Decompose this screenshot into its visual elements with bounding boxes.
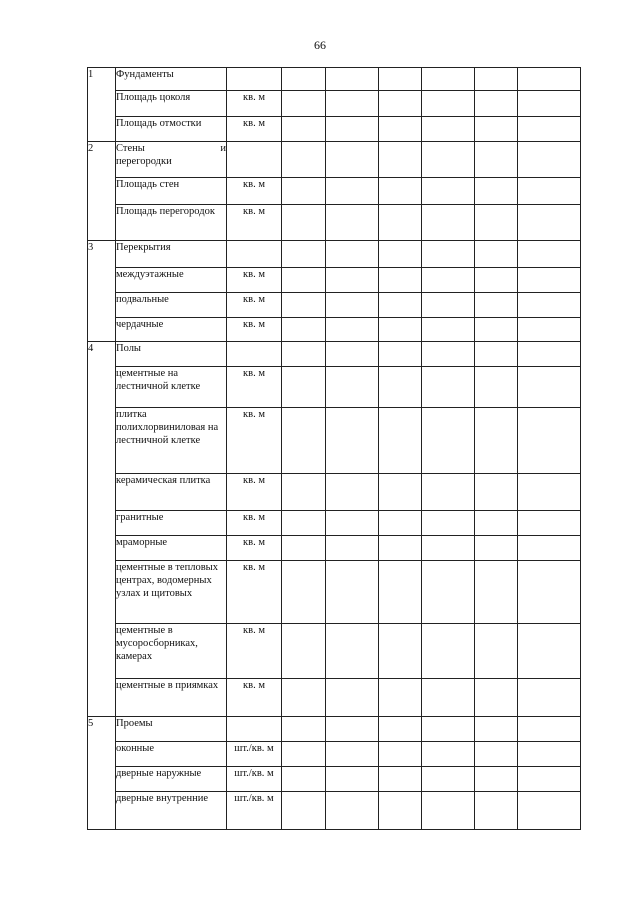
empty-cell: [475, 742, 518, 767]
item-name: чердачные: [116, 318, 227, 342]
empty-cell: [475, 318, 518, 342]
item-unit: кв. м: [227, 178, 282, 205]
section-row-3: [88, 241, 581, 268]
empty-cell: [326, 178, 379, 205]
title-word: Стены: [116, 143, 145, 154]
empty-cell: [282, 205, 326, 241]
empty-cell: [422, 205, 475, 241]
empty-cell: [282, 367, 326, 408]
empty-cell: [475, 142, 518, 178]
item-row: [88, 792, 581, 830]
empty-cell: [518, 536, 581, 561]
unit-cell: [227, 142, 282, 178]
empty-cell: [379, 408, 422, 474]
item-row: [88, 268, 581, 293]
empty-cell: [518, 767, 581, 792]
empty-cell: [282, 511, 326, 536]
item-unit: кв. м: [227, 205, 282, 241]
empty-cell: [282, 474, 326, 511]
empty-cell: [379, 293, 422, 318]
item-row: [88, 742, 581, 767]
unit-cell: [227, 717, 282, 742]
empty-cell: [475, 268, 518, 293]
empty-cell: [326, 474, 379, 511]
empty-cell: [326, 511, 379, 536]
section-number: 1: [88, 68, 116, 142]
empty-cell: [379, 342, 422, 367]
item-unit: кв. м: [227, 117, 282, 142]
item-row: [88, 561, 581, 624]
empty-cell: [379, 68, 422, 91]
empty-cell: [475, 561, 518, 624]
unit-cell: [227, 241, 282, 268]
section-title: Фундаменты: [116, 68, 227, 91]
empty-cell: [379, 767, 422, 792]
empty-cell: [282, 318, 326, 342]
empty-cell: [518, 511, 581, 536]
empty-cell: [475, 792, 518, 830]
empty-cell: [422, 536, 475, 561]
empty-cell: [379, 117, 422, 142]
empty-cell: [518, 474, 581, 511]
empty-cell: [518, 178, 581, 205]
item-row: [88, 367, 581, 408]
empty-cell: [422, 561, 475, 624]
item-name: дверные наружные: [116, 767, 227, 792]
empty-cell: [422, 511, 475, 536]
empty-cell: [475, 679, 518, 717]
item-name: подвальные: [116, 293, 227, 318]
empty-cell: [379, 792, 422, 830]
empty-cell: [326, 742, 379, 767]
empty-cell: [518, 561, 581, 624]
item-unit: шт./кв. м: [227, 767, 282, 792]
empty-cell: [282, 117, 326, 142]
item-unit: кв. м: [227, 293, 282, 318]
empty-cell: [475, 68, 518, 91]
item-unit: кв. м: [227, 679, 282, 717]
empty-cell: [475, 624, 518, 679]
empty-cell: [379, 742, 422, 767]
empty-cell: [422, 318, 475, 342]
section-row-2: [88, 142, 581, 178]
empty-cell: [422, 117, 475, 142]
empty-cell: [518, 717, 581, 742]
item-unit: кв. м: [227, 536, 282, 561]
item-row: [88, 91, 581, 117]
empty-cell: [422, 91, 475, 117]
empty-cell: [518, 205, 581, 241]
empty-cell: [379, 205, 422, 241]
item-name: междуэтажные: [116, 268, 227, 293]
section-number: 3: [88, 241, 116, 342]
empty-cell: [282, 717, 326, 742]
empty-cell: [379, 367, 422, 408]
item-row: [88, 408, 581, 474]
item-unit: кв. м: [227, 511, 282, 536]
empty-cell: [326, 367, 379, 408]
empty-cell: [379, 91, 422, 117]
empty-cell: [282, 408, 326, 474]
item-name: цементные в приямках: [116, 679, 227, 717]
empty-cell: [379, 241, 422, 268]
empty-cell: [282, 142, 326, 178]
section-title: [116, 142, 227, 178]
item-row: [88, 205, 581, 241]
empty-cell: [326, 561, 379, 624]
empty-cell: [475, 117, 518, 142]
item-row: [88, 511, 581, 536]
empty-cell: [422, 342, 475, 367]
item-name: цементные в мусоросборниках, камерах: [116, 624, 227, 679]
section-row-5: [88, 717, 581, 742]
empty-cell: [518, 142, 581, 178]
item-name: оконные: [116, 742, 227, 767]
empty-cell: [475, 178, 518, 205]
building-elements-table: [87, 67, 581, 830]
empty-cell: [518, 241, 581, 268]
item-name: мраморные: [116, 536, 227, 561]
empty-cell: [282, 91, 326, 117]
empty-cell: [422, 142, 475, 178]
item-name: плитка полихлорвиниловая на лестничной клетке: [116, 408, 227, 474]
empty-cell: [422, 624, 475, 679]
item-name: цементные в тепловых центрах, водомерных узлах и щитовых: [116, 561, 227, 624]
empty-cell: [326, 679, 379, 717]
item-unit: кв. м: [227, 474, 282, 511]
item-row: [88, 474, 581, 511]
empty-cell: [475, 342, 518, 367]
item-unit: кв. м: [227, 91, 282, 117]
unit-cell: [227, 342, 282, 367]
section-row-1: [88, 68, 581, 91]
empty-cell: [326, 624, 379, 679]
empty-cell: [518, 117, 581, 142]
empty-cell: [422, 408, 475, 474]
empty-cell: [518, 68, 581, 91]
empty-cell: [422, 742, 475, 767]
empty-cell: [518, 318, 581, 342]
empty-cell: [518, 792, 581, 830]
item-unit: шт./кв. м: [227, 742, 282, 767]
empty-cell: [326, 205, 379, 241]
empty-cell: [422, 293, 475, 318]
item-unit: кв. м: [227, 318, 282, 342]
empty-cell: [326, 117, 379, 142]
item-unit: кв. м: [227, 268, 282, 293]
empty-cell: [475, 205, 518, 241]
item-row: [88, 318, 581, 342]
item-unit: кв. м: [227, 367, 282, 408]
empty-cell: [379, 717, 422, 742]
item-unit: кв. м: [227, 408, 282, 474]
item-name: гранитные: [116, 511, 227, 536]
empty-cell: [475, 293, 518, 318]
empty-cell: [422, 367, 475, 408]
empty-cell: [326, 91, 379, 117]
item-unit: шт./кв. м: [227, 792, 282, 830]
empty-cell: [518, 408, 581, 474]
item-name: Площадь стен: [116, 178, 227, 205]
page-number: 66: [314, 38, 326, 52]
empty-cell: [282, 536, 326, 561]
empty-cell: [326, 293, 379, 318]
empty-cell: [422, 717, 475, 742]
empty-cell: [282, 68, 326, 91]
section-number: 5: [88, 717, 116, 830]
empty-cell: [422, 679, 475, 717]
empty-cell: [475, 511, 518, 536]
item-row: [88, 679, 581, 717]
empty-cell: [475, 367, 518, 408]
empty-cell: [475, 474, 518, 511]
empty-cell: [422, 68, 475, 91]
empty-cell: [518, 367, 581, 408]
empty-cell: [282, 679, 326, 717]
item-row: [88, 767, 581, 792]
empty-cell: [326, 268, 379, 293]
empty-cell: [475, 717, 518, 742]
item-name: Площадь цоколя: [116, 91, 227, 117]
title-word: и: [220, 143, 226, 154]
empty-cell: [379, 511, 422, 536]
empty-cell: [422, 474, 475, 511]
empty-cell: [282, 342, 326, 367]
section-number: 2: [88, 142, 116, 241]
empty-cell: [422, 178, 475, 205]
empty-cell: [282, 624, 326, 679]
empty-cell: [326, 318, 379, 342]
empty-cell: [326, 342, 379, 367]
empty-cell: [518, 293, 581, 318]
empty-cell: [518, 742, 581, 767]
empty-cell: [282, 293, 326, 318]
section-title: Полы: [116, 342, 227, 367]
item-unit: кв. м: [227, 561, 282, 624]
empty-cell: [422, 792, 475, 830]
empty-cell: [326, 792, 379, 830]
empty-cell: [379, 178, 422, 205]
empty-cell: [326, 68, 379, 91]
empty-cell: [379, 318, 422, 342]
empty-cell: [422, 767, 475, 792]
empty-cell: [379, 474, 422, 511]
empty-cell: [282, 178, 326, 205]
empty-cell: [326, 536, 379, 561]
section-title: Проемы: [116, 717, 227, 742]
empty-cell: [379, 142, 422, 178]
unit-cell: [227, 68, 282, 91]
title-line: перегородки: [116, 156, 172, 167]
section-title: Перекрытия: [116, 241, 227, 268]
empty-cell: [475, 241, 518, 268]
item-row: [88, 624, 581, 679]
empty-cell: [282, 561, 326, 624]
item-name: Площадь отмостки: [116, 117, 227, 142]
item-name: дверные внутренние: [116, 792, 227, 830]
section-number: 4: [88, 342, 116, 717]
empty-cell: [518, 342, 581, 367]
empty-cell: [379, 624, 422, 679]
empty-cell: [475, 408, 518, 474]
empty-cell: [422, 268, 475, 293]
item-row: [88, 178, 581, 205]
empty-cell: [326, 241, 379, 268]
item-row: [88, 117, 581, 142]
empty-cell: [518, 268, 581, 293]
empty-cell: [326, 767, 379, 792]
section-row-4: [88, 342, 581, 367]
empty-cell: [475, 91, 518, 117]
empty-cell: [475, 536, 518, 561]
item-name: Площадь перегородок: [116, 205, 227, 241]
empty-cell: [282, 742, 326, 767]
empty-cell: [422, 241, 475, 268]
empty-cell: [518, 624, 581, 679]
item-row: [88, 536, 581, 561]
empty-cell: [379, 268, 422, 293]
empty-cell: [282, 792, 326, 830]
empty-cell: [326, 142, 379, 178]
empty-cell: [475, 767, 518, 792]
empty-cell: [326, 717, 379, 742]
empty-cell: [379, 561, 422, 624]
empty-cell: [282, 241, 326, 268]
empty-cell: [518, 91, 581, 117]
empty-cell: [379, 679, 422, 717]
item-name: керамическая плитка: [116, 474, 227, 511]
item-name: цементные на лестничной клетке: [116, 367, 227, 408]
item-row: [88, 293, 581, 318]
empty-cell: [282, 268, 326, 293]
empty-cell: [282, 767, 326, 792]
empty-cell: [518, 679, 581, 717]
empty-cell: [379, 536, 422, 561]
empty-cell: [326, 408, 379, 474]
item-unit: кв. м: [227, 624, 282, 679]
